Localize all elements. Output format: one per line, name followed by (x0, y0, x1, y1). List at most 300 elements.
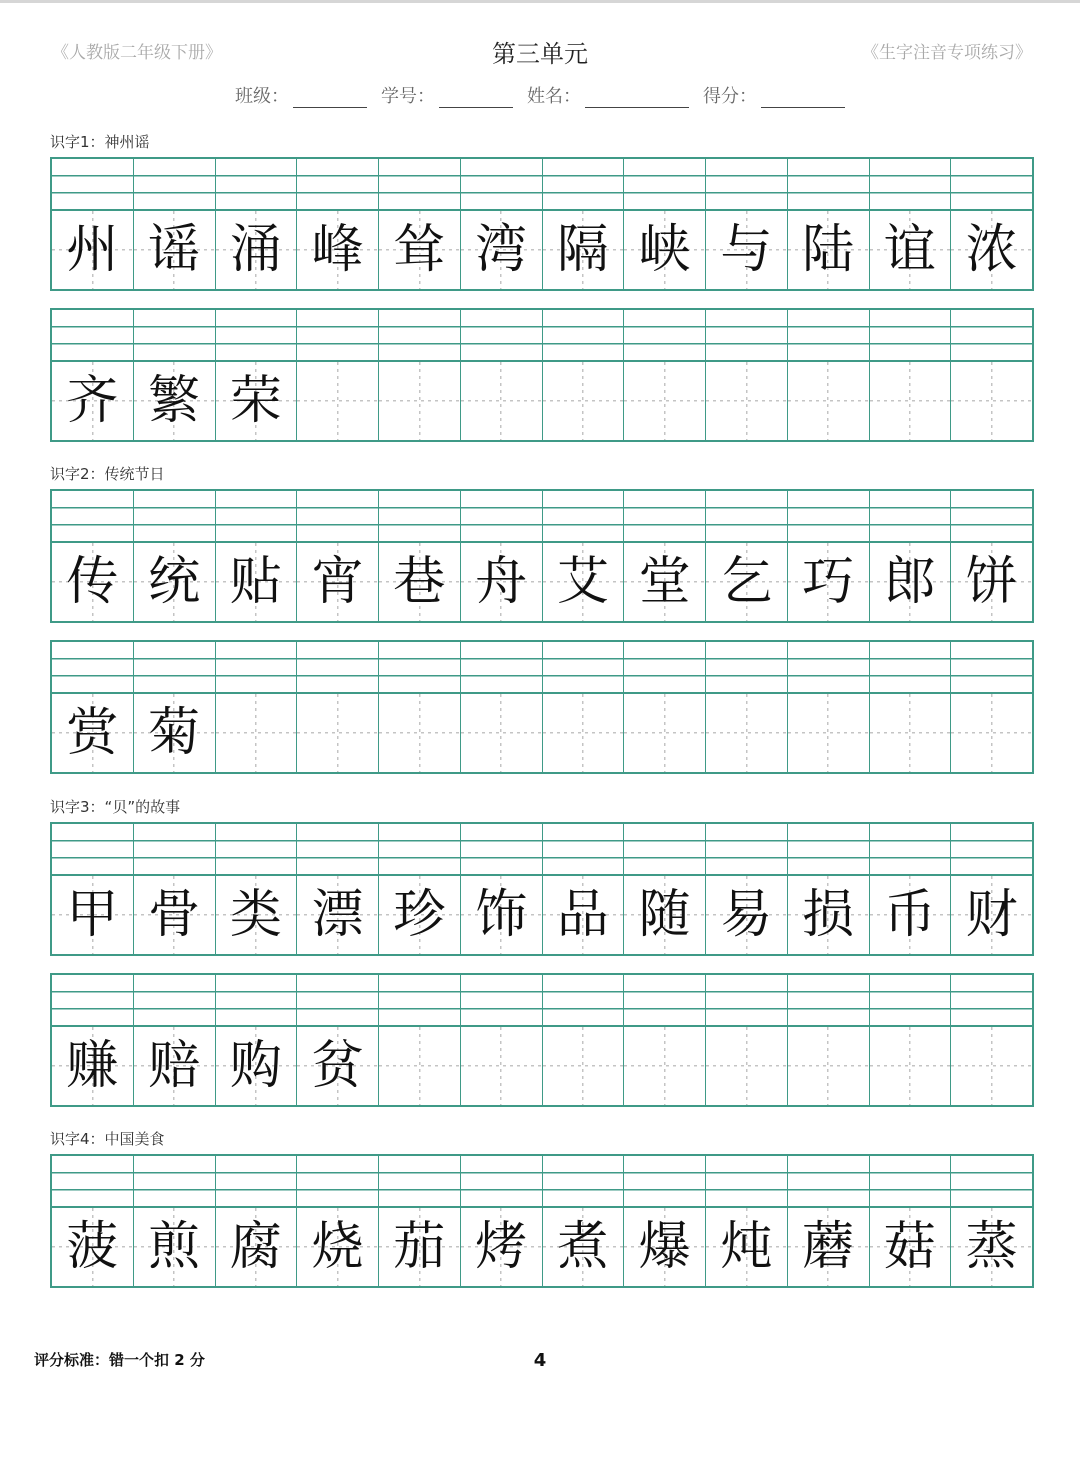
character-cell (623, 642, 705, 772)
tian-zi-box (624, 362, 705, 440)
pinyin-writing-lines[interactable] (134, 1156, 215, 1208)
character-cell (623, 491, 705, 621)
tian-zi-box (216, 694, 297, 772)
character-cell (623, 310, 705, 440)
hanzi-character: 炖 (720, 1217, 773, 1277)
page-number: 4 (533, 1350, 547, 1371)
tian-zi-box (870, 876, 951, 954)
hanzi-character: 隔 (556, 220, 609, 280)
pinyin-writing-lines[interactable] (297, 491, 378, 543)
character-cell (460, 975, 542, 1105)
character-cell (460, 159, 542, 289)
character-cell (133, 975, 215, 1105)
tian-zi-box (543, 211, 624, 289)
pinyin-writing-lines[interactable] (461, 310, 542, 362)
tian-zi-box (543, 876, 624, 954)
hanzi-character: 菊 (148, 703, 201, 763)
writing-grid-row (50, 973, 1034, 1107)
hanzi-character: 煮 (556, 1217, 609, 1277)
pinyin-writing-lines[interactable] (461, 975, 542, 1027)
score-blank[interactable] (761, 87, 845, 108)
hanzi-character (870, 362, 951, 440)
pinyin-writing-lines[interactable] (52, 1156, 133, 1208)
character-cell (215, 975, 297, 1105)
name-label: 姓名： (527, 86, 581, 107)
character-cell (52, 824, 133, 954)
hanzi-character (951, 1027, 1032, 1105)
tian-zi-box (788, 1027, 869, 1105)
tian-zi-box (788, 211, 869, 289)
character-cell (215, 824, 297, 954)
tian-zi-box (297, 876, 378, 954)
character-cell (705, 310, 787, 440)
hanzi-character (624, 694, 705, 772)
pinyin-writing-lines[interactable] (870, 975, 951, 1027)
pinyin-writing-lines[interactable] (297, 1156, 378, 1208)
hanzi-character: 浓 (965, 220, 1018, 280)
pinyin-writing-lines[interactable] (788, 310, 869, 362)
character-cell (623, 975, 705, 1105)
character-cell (705, 642, 787, 772)
character-cell (296, 159, 378, 289)
tian-zi-box (461, 694, 542, 772)
character-cell (378, 159, 460, 289)
pinyin-writing-lines[interactable] (543, 310, 624, 362)
pinyin-writing-lines[interactable] (297, 310, 378, 362)
pinyin-writing-lines[interactable] (624, 310, 705, 362)
pinyin-writing-lines[interactable] (543, 1156, 624, 1208)
hanzi-character: 甲 (66, 885, 119, 945)
writing-grid-row (50, 489, 1034, 623)
tian-zi-box (461, 1027, 542, 1105)
hanzi-character (788, 694, 869, 772)
tian-zi-box (379, 1027, 460, 1105)
hanzi-character: 巧 (802, 552, 855, 612)
character-cell (215, 642, 297, 772)
character-cell (542, 159, 624, 289)
character-cell (950, 159, 1032, 289)
pinyin-writing-lines[interactable] (297, 159, 378, 211)
hanzi-character: 煎 (148, 1217, 201, 1277)
top-rule (0, 0, 1080, 3)
character-cell (869, 310, 951, 440)
hanzi-character: 随 (638, 885, 691, 945)
tian-zi-box (788, 543, 869, 621)
hanzi-character: 传 (66, 552, 119, 612)
tian-zi-box (706, 362, 787, 440)
character-cell (133, 310, 215, 440)
pinyin-writing-lines[interactable] (379, 310, 460, 362)
pinyin-writing-lines[interactable] (706, 1156, 787, 1208)
tian-zi-box (297, 362, 378, 440)
pinyin-writing-lines[interactable] (543, 824, 624, 876)
character-cell (378, 310, 460, 440)
character-cell (296, 491, 378, 621)
tian-zi-box (624, 543, 705, 621)
pinyin-writing-lines[interactable] (870, 491, 951, 543)
pinyin-writing-lines[interactable] (624, 975, 705, 1027)
hanzi-character: 茄 (393, 1217, 446, 1277)
pinyin-writing-lines[interactable] (52, 310, 133, 362)
character-cell (705, 975, 787, 1105)
character-cell (787, 310, 869, 440)
hanzi-character: 谊 (883, 220, 936, 280)
tian-zi-box (134, 1027, 215, 1105)
hanzi-character (543, 1027, 624, 1105)
section-label: 识字3：“贝”的故事 (50, 798, 181, 816)
pinyin-writing-lines[interactable] (951, 824, 1032, 876)
tian-zi-box (216, 543, 297, 621)
tian-zi-box (134, 211, 215, 289)
pinyin-writing-lines[interactable] (379, 642, 460, 694)
pinyin-writing-lines[interactable] (216, 642, 297, 694)
tian-zi-box (216, 1208, 297, 1286)
class-blank[interactable] (293, 87, 367, 108)
pinyin-writing-lines[interactable] (52, 975, 133, 1027)
tian-zi-box (706, 211, 787, 289)
character-cell (378, 975, 460, 1105)
pinyin-writing-lines[interactable] (706, 975, 787, 1027)
tian-zi-box (297, 543, 378, 621)
pinyin-writing-lines[interactable] (951, 491, 1032, 543)
pinyin-writing-lines[interactable] (788, 1156, 869, 1208)
character-cell (542, 975, 624, 1105)
pinyin-writing-lines[interactable] (52, 159, 133, 211)
hanzi-character (624, 1027, 705, 1105)
tian-zi-box (52, 1208, 133, 1286)
tian-zi-box (706, 694, 787, 772)
score-label: 得分： (703, 86, 757, 107)
tian-zi-box (297, 211, 378, 289)
pinyin-writing-lines[interactable] (52, 824, 133, 876)
tian-zi-box (543, 1027, 624, 1105)
hanzi-character: 舟 (475, 552, 528, 612)
hanzi-character: 蒸 (965, 1217, 1018, 1277)
tian-zi-box (216, 876, 297, 954)
character-cell (787, 642, 869, 772)
tian-zi-box (543, 543, 624, 621)
pinyin-writing-lines[interactable] (624, 491, 705, 543)
hanzi-character: 易 (720, 885, 773, 945)
character-cell (52, 1156, 133, 1286)
character-cell (378, 491, 460, 621)
hanzi-character: 饰 (475, 885, 528, 945)
tian-zi-box (870, 1208, 951, 1286)
pinyin-writing-lines[interactable] (951, 159, 1032, 211)
character-cell (705, 1156, 787, 1286)
character-cell (542, 824, 624, 954)
pinyin-writing-lines[interactable] (624, 824, 705, 876)
character-cell (460, 824, 542, 954)
pinyin-writing-lines[interactable] (216, 1156, 297, 1208)
tian-zi-box (870, 211, 951, 289)
pinyin-writing-lines[interactable] (706, 159, 787, 211)
tian-zi-box (297, 694, 378, 772)
hanzi-character: 与 (720, 220, 773, 280)
pinyin-writing-lines[interactable] (134, 310, 215, 362)
pinyin-writing-lines[interactable] (706, 310, 787, 362)
pinyin-writing-lines[interactable] (379, 491, 460, 543)
tian-zi-box (706, 543, 787, 621)
pinyin-writing-lines[interactable] (461, 491, 542, 543)
hanzi-character: 赔 (148, 1036, 201, 1096)
hanzi-character: 蘑 (802, 1217, 855, 1277)
section-label: 识字2：传统节日 (50, 465, 165, 483)
student-number-label: 学号： (381, 86, 435, 107)
pinyin-writing-lines[interactable] (134, 491, 215, 543)
tian-zi-box (543, 694, 624, 772)
pinyin-writing-lines[interactable] (379, 159, 460, 211)
hanzi-character: 州 (66, 220, 119, 280)
pinyin-writing-lines[interactable] (543, 642, 624, 694)
hanzi-character: 购 (229, 1036, 282, 1096)
pinyin-writing-lines[interactable] (297, 642, 378, 694)
pinyin-writing-lines[interactable] (543, 491, 624, 543)
hanzi-character: 烤 (475, 1217, 528, 1277)
character-cell (133, 491, 215, 621)
tian-zi-box (951, 543, 1032, 621)
character-cell (950, 642, 1032, 772)
pinyin-writing-lines[interactable] (216, 824, 297, 876)
hanzi-character: 贴 (229, 552, 282, 612)
pinyin-writing-lines[interactable] (788, 642, 869, 694)
tian-zi-box (216, 211, 297, 289)
pinyin-writing-lines[interactable] (951, 975, 1032, 1027)
tian-zi-box (134, 876, 215, 954)
pinyin-writing-lines[interactable] (788, 159, 869, 211)
hanzi-character (543, 362, 624, 440)
hanzi-character: 谣 (148, 220, 201, 280)
tian-zi-box (951, 211, 1032, 289)
character-cell (296, 642, 378, 772)
hanzi-character: 艾 (556, 552, 609, 612)
pinyin-writing-lines[interactable] (543, 975, 624, 1027)
section-label: 识字1：神州谣 (50, 133, 150, 151)
pinyin-writing-lines[interactable] (788, 824, 869, 876)
hanzi-character (297, 694, 378, 772)
tian-zi-box (706, 876, 787, 954)
pinyin-writing-lines[interactable] (624, 642, 705, 694)
pinyin-writing-lines[interactable] (134, 824, 215, 876)
pinyin-writing-lines[interactable] (297, 975, 378, 1027)
name-blank[interactable] (585, 87, 689, 108)
hanzi-character: 赏 (66, 703, 119, 763)
character-cell (869, 975, 951, 1105)
pinyin-writing-lines[interactable] (461, 1156, 542, 1208)
hanzi-character: 赚 (66, 1036, 119, 1096)
section-label: 识字4：中国美食 (50, 1130, 165, 1148)
pinyin-writing-lines[interactable] (951, 310, 1032, 362)
hanzi-character: 陆 (802, 220, 855, 280)
pinyin-writing-lines[interactable] (379, 975, 460, 1027)
tian-zi-box (52, 876, 133, 954)
pinyin-writing-lines[interactable] (543, 159, 624, 211)
pinyin-writing-lines[interactable] (134, 642, 215, 694)
hanzi-character (951, 362, 1032, 440)
character-cell (133, 824, 215, 954)
pinyin-writing-lines[interactable] (706, 642, 787, 694)
pinyin-writing-lines[interactable] (461, 159, 542, 211)
pinyin-writing-lines[interactable] (216, 491, 297, 543)
pinyin-writing-lines[interactable] (134, 159, 215, 211)
character-cell (215, 310, 297, 440)
character-cell (378, 824, 460, 954)
hanzi-character: 贫 (311, 1036, 364, 1096)
writing-grid-row (50, 1154, 1034, 1288)
pinyin-writing-lines[interactable] (461, 824, 542, 876)
class-label: 班级： (235, 86, 289, 107)
hanzi-character: 财 (965, 885, 1018, 945)
pinyin-writing-lines[interactable] (216, 975, 297, 1027)
character-cell (460, 1156, 542, 1286)
score-field (703, 82, 845, 108)
pinyin-writing-lines[interactable] (706, 491, 787, 543)
character-cell (623, 1156, 705, 1286)
tian-zi-box (52, 211, 133, 289)
character-cell (215, 159, 297, 289)
tian-zi-box (624, 694, 705, 772)
student-info-row (0, 82, 1080, 108)
pinyin-writing-lines[interactable] (379, 1156, 460, 1208)
tian-zi-box (134, 543, 215, 621)
hanzi-character: 荣 (229, 371, 282, 431)
hanzi-character (706, 1027, 787, 1105)
tian-zi-box (951, 694, 1032, 772)
character-cell (52, 310, 133, 440)
hanzi-character (216, 694, 297, 772)
tian-zi-box (379, 876, 460, 954)
tian-zi-box (624, 1027, 705, 1105)
tian-zi-box (52, 362, 133, 440)
pinyin-writing-lines[interactable] (951, 1156, 1032, 1208)
hanzi-character (870, 694, 951, 772)
pinyin-writing-lines[interactable] (870, 1156, 951, 1208)
pinyin-writing-lines[interactable] (216, 159, 297, 211)
character-cell (296, 310, 378, 440)
hanzi-character: 涌 (229, 220, 282, 280)
pinyin-writing-lines[interactable] (870, 642, 951, 694)
hanzi-character: 漂 (311, 885, 364, 945)
character-cell (869, 491, 951, 621)
pinyin-writing-lines[interactable] (951, 642, 1032, 694)
student-number-field (381, 82, 513, 108)
character-cell (542, 1156, 624, 1286)
character-cell (623, 159, 705, 289)
character-cell (52, 642, 133, 772)
character-cell (378, 642, 460, 772)
writing-grid-row (50, 157, 1034, 291)
pinyin-writing-lines[interactable] (870, 824, 951, 876)
character-cell (869, 159, 951, 289)
tian-zi-box (951, 1027, 1032, 1105)
character-cell (296, 824, 378, 954)
tian-zi-box (543, 362, 624, 440)
tian-zi-box (379, 211, 460, 289)
pinyin-writing-lines[interactable] (624, 159, 705, 211)
hanzi-character (870, 1027, 951, 1105)
character-cell (133, 642, 215, 772)
tian-zi-box (870, 362, 951, 440)
tian-zi-box (543, 1208, 624, 1286)
hanzi-character: 菠 (66, 1217, 119, 1277)
character-cell (787, 975, 869, 1105)
pinyin-writing-lines[interactable] (297, 824, 378, 876)
character-cell (705, 824, 787, 954)
hanzi-character (951, 694, 1032, 772)
tian-zi-box (297, 1208, 378, 1286)
character-cell (460, 310, 542, 440)
character-cell (460, 642, 542, 772)
hanzi-character: 币 (883, 885, 936, 945)
pinyin-writing-lines[interactable] (52, 642, 133, 694)
tian-zi-box (951, 362, 1032, 440)
tian-zi-box (788, 362, 869, 440)
character-cell (950, 310, 1032, 440)
character-cell (296, 975, 378, 1105)
character-cell (623, 824, 705, 954)
pinyin-writing-lines[interactable] (788, 975, 869, 1027)
character-cell (215, 1156, 297, 1286)
tian-zi-box (379, 362, 460, 440)
hanzi-character: 峡 (638, 220, 691, 280)
hanzi-character (788, 362, 869, 440)
character-cell (133, 159, 215, 289)
tian-zi-box (870, 694, 951, 772)
hanzi-character (461, 1027, 542, 1105)
pinyin-writing-lines[interactable] (379, 824, 460, 876)
character-cell (133, 1156, 215, 1286)
pinyin-writing-lines[interactable] (870, 159, 951, 211)
class-field (235, 82, 367, 108)
tian-zi-box (706, 1027, 787, 1105)
hanzi-character: 腐 (229, 1217, 282, 1277)
pinyin-writing-lines[interactable] (52, 491, 133, 543)
character-cell (705, 491, 787, 621)
tian-zi-box (624, 1208, 705, 1286)
pinyin-writing-lines[interactable] (788, 491, 869, 543)
tian-zi-box (461, 362, 542, 440)
pinyin-writing-lines[interactable] (134, 975, 215, 1027)
character-cell (787, 159, 869, 289)
hanzi-character (297, 362, 378, 440)
tian-zi-box (52, 694, 133, 772)
tian-zi-box (870, 543, 951, 621)
tian-zi-box (951, 1208, 1032, 1286)
hanzi-character (624, 362, 705, 440)
tian-zi-box (379, 694, 460, 772)
tian-zi-box (706, 1208, 787, 1286)
pinyin-writing-lines[interactable] (461, 642, 542, 694)
tian-zi-box (134, 694, 215, 772)
hanzi-character: 乞 (720, 552, 773, 612)
character-cell (705, 159, 787, 289)
pinyin-writing-lines[interactable] (216, 310, 297, 362)
hanzi-character: 湾 (475, 220, 528, 280)
pinyin-writing-lines[interactable] (706, 824, 787, 876)
character-cell (460, 491, 542, 621)
pinyin-writing-lines[interactable] (624, 1156, 705, 1208)
hanzi-character: 郎 (883, 552, 936, 612)
character-cell (542, 310, 624, 440)
hanzi-character (706, 694, 787, 772)
student-number-blank[interactable] (439, 87, 513, 108)
hanzi-character (379, 694, 460, 772)
character-cell (869, 642, 951, 772)
tian-zi-box (461, 543, 542, 621)
tian-zi-box (788, 1208, 869, 1286)
hanzi-character (379, 1027, 460, 1105)
pinyin-writing-lines[interactable] (870, 310, 951, 362)
